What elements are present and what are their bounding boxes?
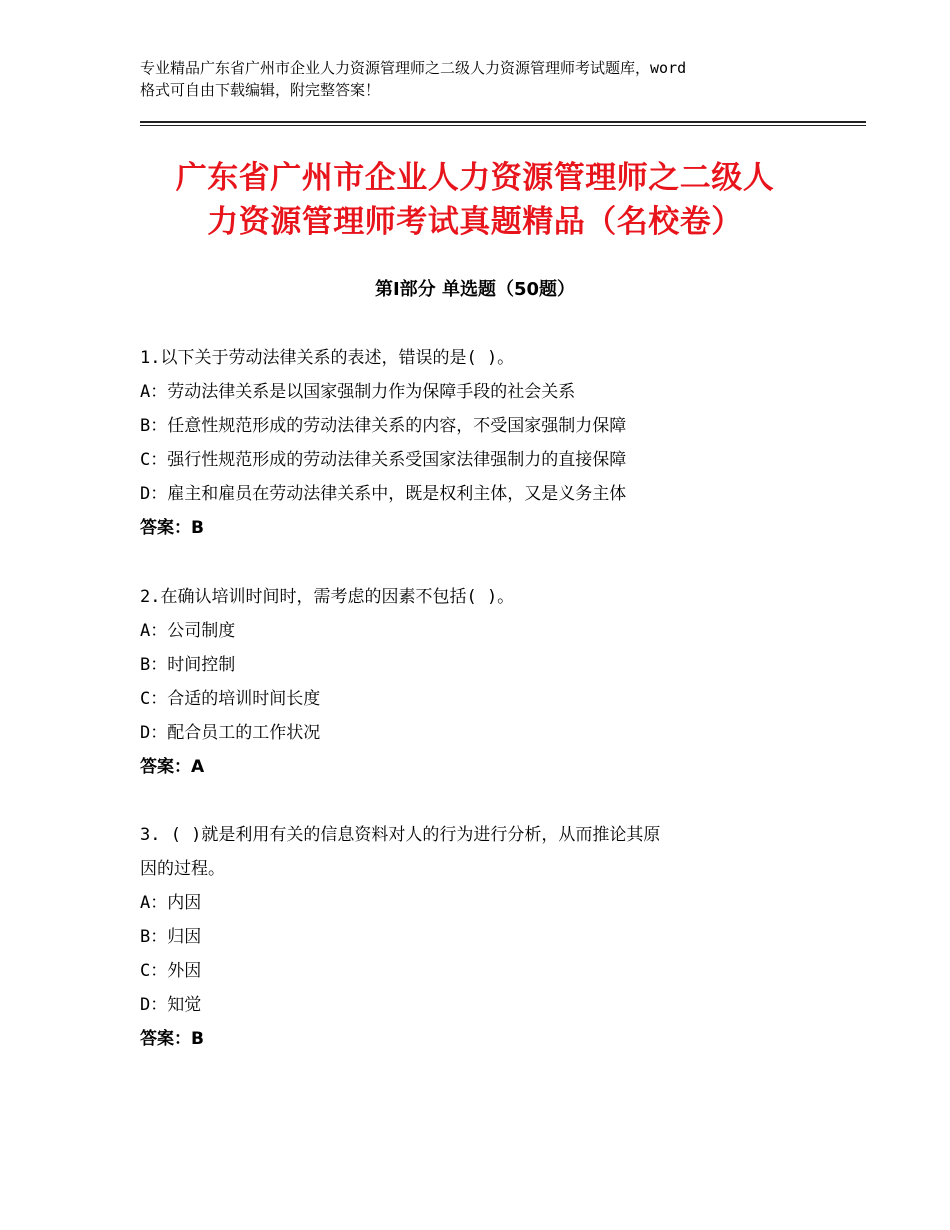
option-d: D：雇主和雇员在劳动法律关系中，既是权利主体，又是义务主体 [140,484,627,504]
document-title [120,156,830,244]
question-stem-line-1: 3. ( )就是利用有关的信息资料对人的行为进行分析，从而推论其原 [140,825,661,845]
question-stem-line-2: 因的过程。 [140,859,225,879]
option-a: A：内因 [140,893,202,913]
title-line-2: 力资源管理师考试真题精品（名校卷） [207,204,743,240]
question-2 [140,580,820,784]
header-line-1: 专业精品广东省广州市企业人力资源管理师之二级人力资源管理师考试题库，word [140,59,687,77]
option-a: A：公司制度 [140,621,236,641]
answer: 答案：B [140,1029,204,1049]
header-rule-thick [140,121,866,123]
option-c: C：外因 [140,961,202,981]
document-header [140,57,830,101]
option-d: D：配合员工的工作状况 [140,723,321,743]
header-line-2: 格式可自由下载编辑，附完整答案！ [140,81,381,99]
question-stem: 1.以下关于劳动法律关系的表述，错误的是( )。 [140,348,515,368]
option-a: A：劳动法律关系是以国家强制力作为保障手段的社会关系 [140,382,576,402]
option-c: C：合适的培训时间长度 [140,689,321,709]
option-c: C：强行性规范形成的劳动法律关系受国家法律强制力的直接保障 [140,450,627,470]
header-rule-thin [140,125,866,126]
question-1 [140,341,820,545]
question-3 [140,818,820,1056]
option-b: B：时间控制 [140,655,236,675]
title-line-1: 广东省广州市企业人力资源管理师之二级人 [175,160,775,196]
option-b: B：任意性规范形成的劳动法律关系的内容，不受国家强制力保障 [140,416,627,436]
answer: 答案：A [140,757,205,777]
option-d: D：知觉 [140,995,202,1015]
question-stem: 2.在确认培训时间时，需考虑的因素不包括( )。 [140,587,515,607]
answer: 答案：B [140,518,204,538]
option-b: B：归因 [140,927,202,947]
section-heading: 第Ⅰ部分 单选题（50题） [374,279,575,300]
